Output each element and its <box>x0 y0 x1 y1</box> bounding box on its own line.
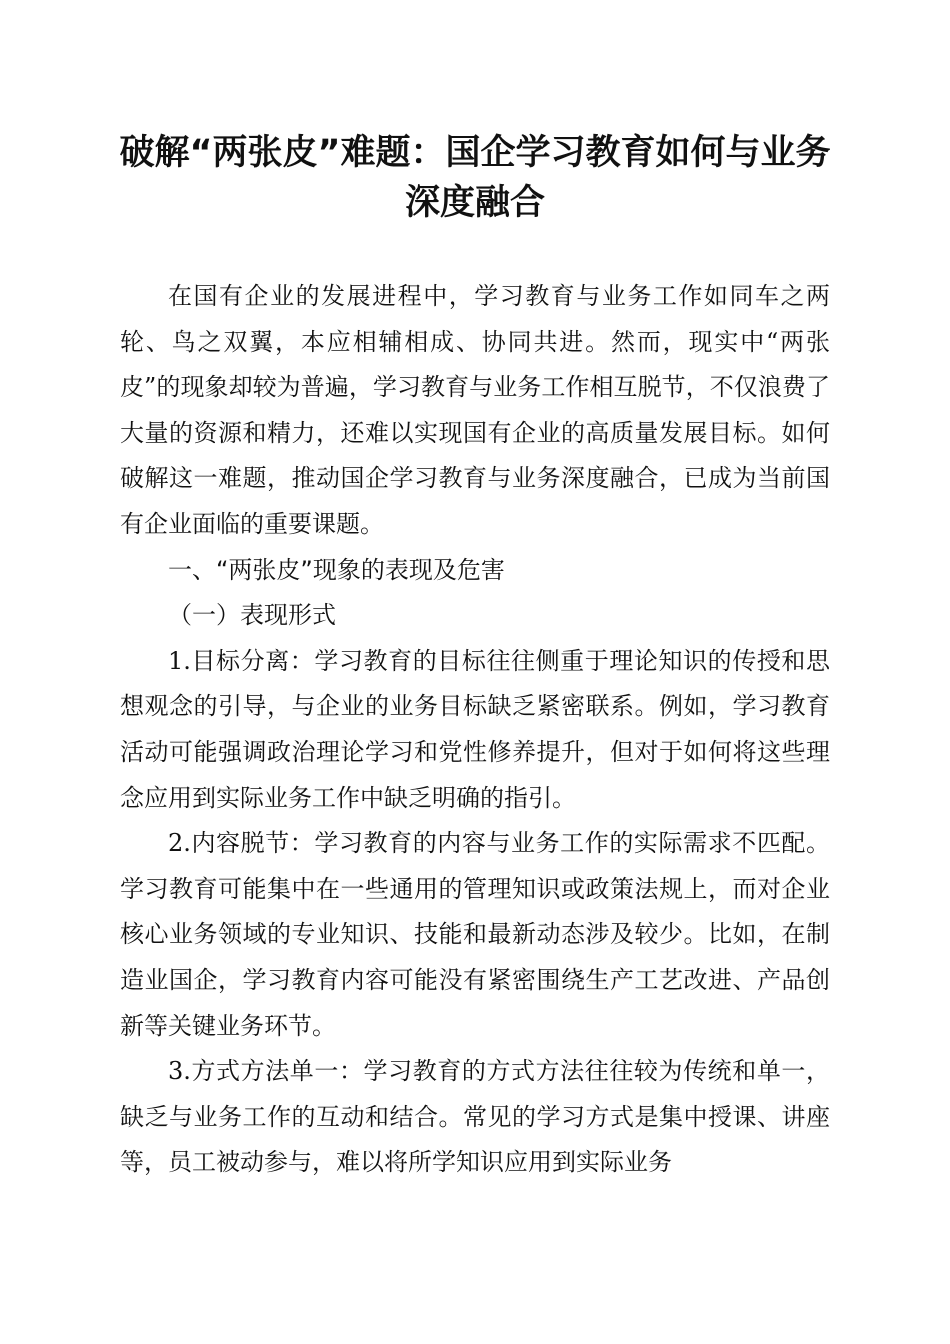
document-body <box>120 274 830 1186</box>
list-item-1: 1.目标分离：学习教育的目标往往侧重于理论知识的传授和思想观念的引导，与企业的业务目标缺乏紧密联系。例如，学习教育活动可能强调政治理论学习和党性修养提升，但对于如何将这些理念应用到实际业务工作中缺乏明确的指引。 <box>120 646 830 812</box>
list-item-3: 3.方式方法单一：学习教育的方式方法往往较为传统和单一，缺乏与业务工作的互动和结合。常见的学习方式是集中授课、讲座等，员工被动参与，难以将所学知识应用到实际业务 <box>120 1057 830 1177</box>
subsection-heading: （一）表现形式 <box>168 601 336 630</box>
list-item-2: 2.内容脱节：学习教育的内容与业务工作的实际需求不匹配。学习教育可能集中在一些通用的管理知识或政策法规上，而对企业核心业务领域的专业知识、技能和最新动态涉及较少。比如，在制造业国企，学习教育内容可能没有紧密围绕生产工艺改进、产品创新等关键业务环节。 <box>120 829 830 1040</box>
section-heading: 一、“两张皮”现象的表现及危害 <box>168 555 505 584</box>
intro-paragraph: 在国有企业的发展进程中，学习教育与业务工作如同车之两轮、鸟之双翼，本应相辅相成、协同共进。然而，现实中“两张皮”的现象却较为普遍，学习教育与业务工作相互脱节，不仅浪费了大量的资源和精力，还难以实现国有企业的高质量发展目标。如何破解这一难题，推动国企学习教育与业务深度融合，已成为当前国有企业面临的重要课题。 <box>120 282 830 538</box>
document-title: 破解“两张皮”难题：国企学习教育如何与业务深度融合 <box>119 133 831 223</box>
